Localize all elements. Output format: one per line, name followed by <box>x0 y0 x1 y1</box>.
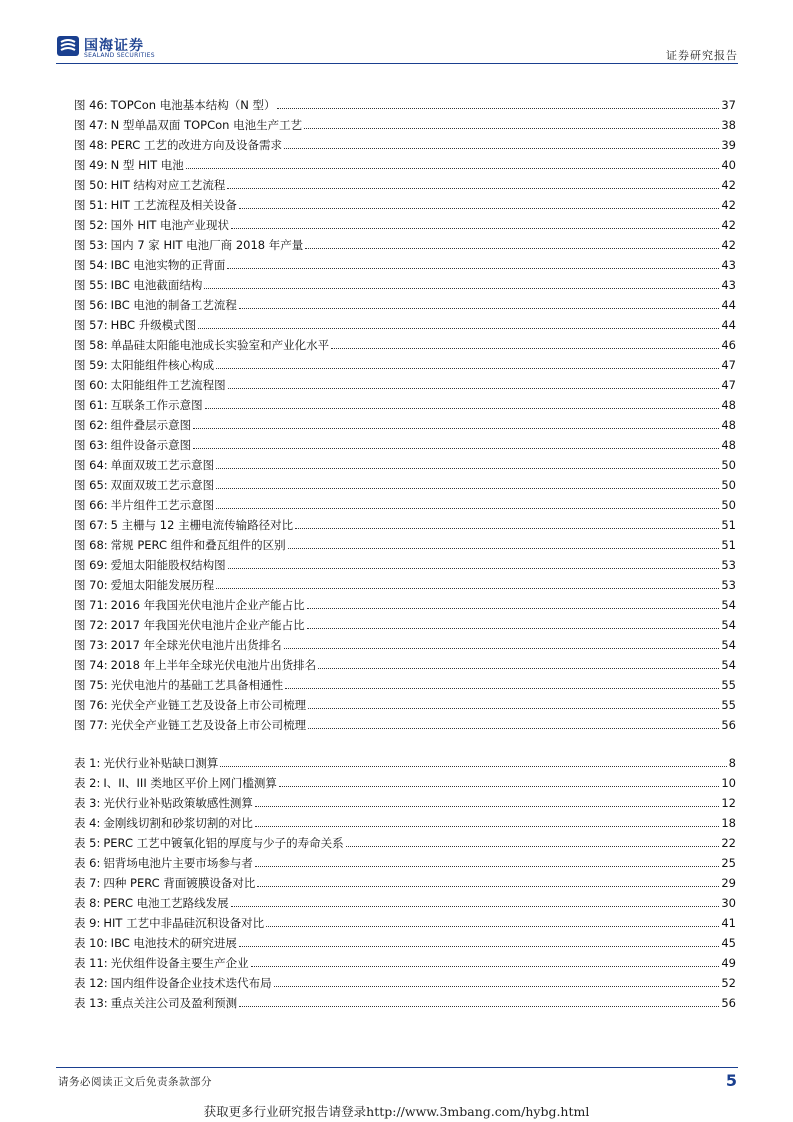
entry-page-number: 55 <box>721 698 736 712</box>
entry-page-number: 42 <box>721 198 736 212</box>
dot-leader <box>220 765 726 767</box>
entry-title: 国内组件设备企业技术迭代布局 <box>110 976 272 990</box>
table-entry[interactable] <box>74 870 736 890</box>
figure-entry[interactable] <box>74 352 736 372</box>
entry-title: N 型单晶双面 TOPCon 电池生产工艺 <box>110 118 303 132</box>
entry-page-number: 52 <box>721 976 736 990</box>
entry-page-number: 29 <box>721 876 736 890</box>
entry-page-number: 25 <box>721 856 736 870</box>
dot-leader <box>318 667 719 669</box>
entry-title: IBC 电池技术的研究进展 <box>110 936 237 950</box>
page-header <box>56 34 738 64</box>
entry-label: 图 69: <box>74 558 108 572</box>
dot-leader <box>274 985 720 987</box>
entry-title: HIT 工艺中非晶硅沉积设备对比 <box>103 916 265 930</box>
entry-page-number: 54 <box>721 598 736 612</box>
table-entry[interactable] <box>74 810 736 830</box>
entry-title: 重点关注公司及盈利预测 <box>110 996 238 1010</box>
entry-page-number: 18 <box>721 816 736 830</box>
entry-title: 光伏电池片的基础工艺具备相通性 <box>110 678 284 692</box>
entry-page-number: 45 <box>721 936 736 950</box>
figure-entry[interactable] <box>74 372 736 392</box>
brand-name-en: SEALAND SECURITIES <box>84 52 155 59</box>
entry-page-number: 43 <box>721 258 736 272</box>
entry-page-number: 42 <box>721 238 736 252</box>
entry-title: 四种 PERC 背面镀膜设备对比 <box>103 876 256 890</box>
entry-page-number: 46 <box>721 338 736 352</box>
table-entry[interactable] <box>74 910 736 930</box>
entry-label: 图 50: <box>74 178 108 192</box>
entry-page-number: 48 <box>721 398 736 412</box>
table-entry[interactable] <box>74 970 736 990</box>
figure-entry[interactable] <box>74 192 736 212</box>
entry-page-number: 12 <box>721 796 736 810</box>
figure-entry[interactable] <box>74 332 736 352</box>
dot-leader <box>307 607 720 609</box>
figure-entry[interactable] <box>74 452 736 472</box>
figure-index <box>74 92 736 732</box>
dot-leader <box>255 825 720 827</box>
dot-leader <box>239 307 719 309</box>
entry-label: 图 60: <box>74 378 108 392</box>
figure-entry[interactable] <box>74 392 736 412</box>
entry-title: PERC 工艺的改进方向及设备需求 <box>110 138 282 152</box>
entry-label: 图 47: <box>74 118 108 132</box>
figure-entry[interactable] <box>74 592 736 612</box>
brand-name-cn: 国海证券 <box>84 38 144 54</box>
entry-label: 图 71: <box>74 598 108 612</box>
entry-page-number: 50 <box>721 498 736 512</box>
dot-leader <box>216 587 719 589</box>
entry-page-number: 48 <box>721 418 736 432</box>
entry-page-number: 55 <box>721 678 736 692</box>
figure-entry[interactable] <box>74 112 736 132</box>
dot-leader <box>204 287 719 289</box>
document-type: 证券研究报告 <box>666 49 738 62</box>
figure-entry[interactable] <box>74 532 736 552</box>
entry-label: 图 57: <box>74 318 108 332</box>
entry-label: 图 76: <box>74 698 108 712</box>
table-index <box>74 750 736 1010</box>
entry-page-number: 44 <box>721 318 736 332</box>
entry-label: 表 13: <box>74 996 108 1010</box>
entry-title: 铝背场电池片主要市场参与者 <box>103 856 253 870</box>
entry-page-number: 50 <box>721 458 736 472</box>
entry-title: HBC 升级模式图 <box>110 318 197 332</box>
figure-entry[interactable] <box>74 652 736 672</box>
dot-leader <box>285 687 719 689</box>
entry-label: 表 1: <box>74 756 101 770</box>
table-entry[interactable] <box>74 990 736 1010</box>
entry-page-number: 54 <box>721 618 736 632</box>
entry-label: 图 53: <box>74 238 108 252</box>
figure-entry[interactable] <box>74 172 736 192</box>
dot-leader <box>284 147 719 149</box>
entry-title: 2018 年上半年全球光伏电池片出货排名 <box>110 658 317 672</box>
entry-label: 表 6: <box>74 856 101 870</box>
entry-label: 图 54: <box>74 258 108 272</box>
dot-leader <box>216 507 719 509</box>
dot-leader <box>295 527 719 529</box>
table-entry[interactable] <box>74 750 736 770</box>
entry-label: 表 7: <box>74 876 101 890</box>
entry-title: 光伏行业补贴政策敏感性测算 <box>103 796 253 810</box>
entry-label: 表 5: <box>74 836 101 850</box>
entry-page-number: 44 <box>721 298 736 312</box>
entry-page-number: 53 <box>721 558 736 572</box>
entry-label: 图 74: <box>74 658 108 672</box>
entry-label: 图 73: <box>74 638 108 652</box>
dot-leader <box>216 487 719 489</box>
entry-page-number: 43 <box>721 278 736 292</box>
dot-leader <box>284 647 720 649</box>
entry-page-number: 42 <box>721 218 736 232</box>
table-entry[interactable] <box>74 850 736 870</box>
entry-title: 5 主栅与 12 主栅电流传输路径对比 <box>110 518 294 532</box>
figure-entry[interactable] <box>74 272 736 292</box>
entry-page-number: 30 <box>721 896 736 910</box>
entry-label: 表 9: <box>74 916 101 930</box>
dot-leader <box>255 865 720 867</box>
dot-leader <box>346 845 720 847</box>
dot-leader <box>279 785 719 787</box>
entry-label: 图 63: <box>74 438 108 452</box>
entry-title: IBC 电池的制备工艺流程 <box>110 298 237 312</box>
entry-page-number: 51 <box>721 538 736 552</box>
dot-leader <box>304 127 719 129</box>
figure-entry[interactable] <box>74 232 736 252</box>
entry-label: 图 46: <box>74 98 108 112</box>
dot-leader <box>239 207 719 209</box>
entry-page-number: 56 <box>721 718 736 732</box>
entry-title: 互联条工作示意图 <box>110 398 203 412</box>
figure-entry[interactable] <box>74 152 736 172</box>
dot-leader <box>239 1005 719 1007</box>
entry-label: 图 62: <box>74 418 108 432</box>
entry-title: HIT 结构对应工艺流程 <box>110 178 226 192</box>
dot-leader <box>216 467 719 469</box>
entry-page-number: 22 <box>721 836 736 850</box>
entry-label: 图 61: <box>74 398 108 412</box>
figure-entry[interactable] <box>74 572 736 592</box>
entry-page-number: 42 <box>721 178 736 192</box>
entry-label: 表 10: <box>74 936 108 950</box>
table-entry[interactable] <box>74 830 736 850</box>
dot-leader <box>308 727 719 729</box>
entry-label: 图 55: <box>74 278 108 292</box>
entry-label: 图 59: <box>74 358 108 372</box>
entry-page-number: 40 <box>721 158 736 172</box>
figure-entry[interactable] <box>74 492 736 512</box>
entry-title: 2016 年我国光伏电池片企业产能占比 <box>110 598 305 612</box>
table-entry[interactable] <box>74 930 736 950</box>
entry-label: 图 64: <box>74 458 108 472</box>
entry-title: TOPCon 电池基本结构（N 型） <box>110 98 276 112</box>
figure-entry[interactable] <box>74 212 736 232</box>
entry-title: 国内 7 家 HIT 电池厂商 2018 年产量 <box>110 238 304 252</box>
entry-page-number: 53 <box>721 578 736 592</box>
footer-divider <box>56 1067 738 1068</box>
entry-page-number: 56 <box>721 996 736 1010</box>
entry-label: 表 8: <box>74 896 101 910</box>
dot-leader <box>305 247 719 249</box>
entry-label: 图 68: <box>74 538 108 552</box>
disclaimer-note: 请务必阅读正文后免责条款部分 <box>58 1076 212 1088</box>
figure-entry[interactable] <box>74 632 736 652</box>
figure-entry[interactable] <box>74 312 736 332</box>
entry-title: 2017 年我国光伏电池片企业产能占比 <box>110 618 305 632</box>
entry-label: 图 70: <box>74 578 108 592</box>
dot-leader <box>239 945 719 947</box>
entry-page-number: 50 <box>721 478 736 492</box>
entry-label: 图 49: <box>74 158 108 172</box>
entry-title: PERC 工艺中镀氧化铝的厚度与少子的寿命关系 <box>103 836 344 850</box>
entry-page-number: 47 <box>721 358 736 372</box>
entry-label: 图 58: <box>74 338 108 352</box>
entry-label: 图 48: <box>74 138 108 152</box>
entry-page-number: 49 <box>721 956 736 970</box>
entry-title: IBC 电池截面结构 <box>110 278 203 292</box>
entry-title: 双面双玻工艺示意图 <box>110 478 215 492</box>
table-entry[interactable] <box>74 790 736 810</box>
entry-title: 光伏行业补贴缺口测算 <box>103 756 219 770</box>
header-divider <box>56 63 738 64</box>
entry-title: 太阳能组件工艺流程图 <box>110 378 226 392</box>
dot-leader <box>227 267 719 269</box>
entry-page-number: 48 <box>721 438 736 452</box>
entry-page-number: 38 <box>721 118 736 132</box>
entry-page-number: 51 <box>721 518 736 532</box>
figure-entry[interactable] <box>74 432 736 452</box>
entry-title: 组件叠层示意图 <box>110 418 192 432</box>
entry-label: 图 66: <box>74 498 108 512</box>
page-number: 5 <box>725 1071 737 1090</box>
entry-title: HIT 工艺流程及相关设备 <box>110 198 237 212</box>
figure-entry[interactable] <box>74 712 736 732</box>
table-entry[interactable] <box>74 890 736 910</box>
entry-title: PERC 电池工艺路线发展 <box>103 896 229 910</box>
figure-entry[interactable] <box>74 512 736 532</box>
dot-leader <box>255 805 720 807</box>
dot-leader <box>193 427 719 429</box>
entry-label: 表 3: <box>74 796 101 810</box>
sealand-logo-icon <box>56 34 80 58</box>
dot-leader <box>231 905 720 907</box>
entry-title: N 型 HIT 电池 <box>110 158 184 172</box>
table-entry[interactable] <box>74 950 736 970</box>
entry-title: 组件设备示意图 <box>110 438 192 452</box>
entry-title: 光伏组件设备主要生产企业 <box>110 956 249 970</box>
dot-leader <box>331 347 719 349</box>
figure-entry[interactable] <box>74 252 736 272</box>
dot-leader <box>228 387 720 389</box>
figure-entry[interactable] <box>74 612 736 632</box>
entry-page-number: 47 <box>721 378 736 392</box>
entry-page-number: 54 <box>721 638 736 652</box>
entry-page-number: 37 <box>721 98 736 112</box>
entry-title: 爱旭太阳能股权结构图 <box>110 558 226 572</box>
figure-entry[interactable] <box>74 472 736 492</box>
entry-page-number: 54 <box>721 658 736 672</box>
figure-entry[interactable] <box>74 672 736 692</box>
entry-title: 光伏全产业链工艺及设备上市公司梳理 <box>110 718 307 732</box>
entry-label: 表 2: <box>74 776 101 790</box>
entry-title: 爱旭太阳能发展历程 <box>110 578 215 592</box>
dot-leader <box>307 627 720 629</box>
entry-label: 图 72: <box>74 618 108 632</box>
figure-entry[interactable] <box>74 132 736 152</box>
figure-entry[interactable] <box>74 412 736 432</box>
dot-leader <box>308 707 719 709</box>
entry-label: 图 67: <box>74 518 108 532</box>
table-entry[interactable] <box>74 770 736 790</box>
entry-title: 单面双玻工艺示意图 <box>110 458 215 472</box>
dot-leader <box>231 227 719 229</box>
entry-title: 常规 PERC 组件和叠瓦组件的区别 <box>110 538 286 552</box>
entry-label: 图 77: <box>74 718 108 732</box>
entry-page-number: 39 <box>721 138 736 152</box>
footer-promo-link[interactable]: 获取更多行业研究报告请登录http://www.3mbang.com/hybg.html <box>203 1104 590 1119</box>
dot-leader <box>205 407 720 409</box>
figure-entry[interactable] <box>74 292 736 312</box>
entry-page-number: 10 <box>721 776 736 790</box>
entry-title: 光伏全产业链工艺及设备上市公司梳理 <box>110 698 307 712</box>
entry-title: 太阳能组件核心构成 <box>110 358 215 372</box>
entry-page-number: 8 <box>728 756 736 770</box>
entry-title: 金刚线切割和砂浆切割的对比 <box>103 816 253 830</box>
entry-label: 图 52: <box>74 218 108 232</box>
dot-leader <box>193 447 719 449</box>
entry-title: IBC 电池实物的正背面 <box>110 258 226 272</box>
dot-leader <box>216 367 719 369</box>
figure-entry[interactable] <box>74 692 736 712</box>
dot-leader <box>288 547 720 549</box>
entry-title: 单晶硅太阳能电池成长实验室和产业化水平 <box>110 338 330 352</box>
entry-label: 表 11: <box>74 956 108 970</box>
entry-label: 表 12: <box>74 976 108 990</box>
entry-label: 图 51: <box>74 198 108 212</box>
entry-label: 表 4: <box>74 816 101 830</box>
entry-page-number: 41 <box>721 916 736 930</box>
dot-leader <box>251 965 720 967</box>
entry-title: I、II、III 类地区平价上网门槛测算 <box>103 776 277 790</box>
entry-label: 图 75: <box>74 678 108 692</box>
dot-leader <box>228 567 720 569</box>
dot-leader <box>266 925 719 927</box>
entry-label: 图 56: <box>74 298 108 312</box>
entry-title: 半片组件工艺示意图 <box>110 498 215 512</box>
entry-label: 图 65: <box>74 478 108 492</box>
dot-leader <box>277 107 719 109</box>
dot-leader <box>186 167 720 169</box>
dot-leader <box>198 327 719 329</box>
entry-title: 2017 年全球光伏电池片出货排名 <box>110 638 282 652</box>
dot-leader <box>257 885 719 887</box>
dot-leader <box>227 187 719 189</box>
figure-entry[interactable] <box>74 92 736 112</box>
figure-entry[interactable] <box>74 552 736 572</box>
entry-title: 国外 HIT 电池产业现状 <box>110 218 230 232</box>
